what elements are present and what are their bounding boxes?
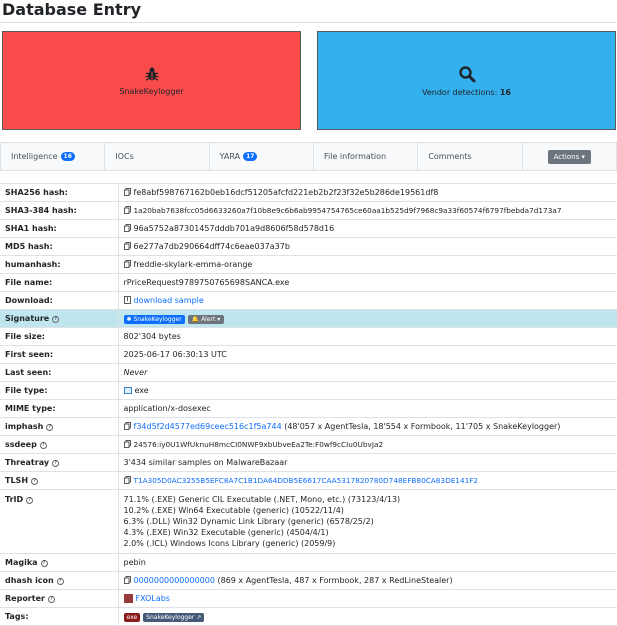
row-value	[118, 454, 617, 472]
tab-file-information[interactable]	[314, 143, 418, 170]
row-key: First seen:	[0, 346, 118, 364]
threatray-value: 3'434 similar samples on MalwareBazaar	[124, 458, 288, 467]
copy-icon[interactable]	[124, 206, 131, 214]
row-value	[118, 346, 617, 364]
help-icon[interactable]: ?	[41, 560, 48, 567]
row-value	[118, 310, 617, 328]
row-key	[0, 310, 118, 328]
reporter-avatar	[124, 594, 133, 603]
row-value	[118, 572, 617, 590]
copy-icon[interactable]	[124, 224, 131, 232]
table-row	[0, 346, 617, 364]
actions-dropdown-button[interactable]: Actions ▾	[548, 150, 591, 164]
vendor-detections-card[interactable]	[317, 31, 616, 130]
row-key	[0, 590, 118, 608]
dhash-link[interactable]: 0000000000000000	[134, 576, 215, 585]
row-key-label: ssdeep	[5, 440, 37, 449]
row-key	[0, 454, 118, 472]
tab-bar	[0, 142, 617, 171]
table-row	[0, 418, 617, 436]
table-row	[0, 256, 617, 274]
row-key-label: Magika	[5, 558, 38, 567]
tab-label: Intelligence	[11, 152, 58, 161]
magika-value: pebin	[124, 558, 146, 567]
tab-comments[interactable]	[418, 143, 522, 170]
table-row	[0, 238, 617, 256]
row-value	[118, 472, 617, 490]
row-value	[118, 436, 617, 454]
tab-label: File information	[324, 152, 386, 161]
copy-icon[interactable]	[124, 422, 131, 430]
tab-actions	[523, 143, 616, 170]
row-key-label: Threatray	[5, 458, 49, 467]
tab-badge: 16	[61, 152, 75, 161]
tab-iocs[interactable]	[105, 143, 209, 170]
row-key-label: dhash icon	[5, 576, 54, 585]
row-value	[118, 554, 617, 572]
trid-line: 4.3% (.EXE) Win32 Executable (generic) (4504/4/1)	[124, 527, 617, 538]
trid-line: 2.0% (.ICL) Windows Icons Library (generic) (2059/9)	[124, 538, 617, 549]
table-row	[0, 436, 617, 454]
sha256-value: fe8abf598767162b0eb16dcf51205afcfd221eb2b2f23f32e5b286de19561df8	[134, 188, 439, 197]
signature-badge[interactable]: ✱ SnakeKeylogger	[124, 315, 185, 324]
row-key: Last seen:	[0, 364, 118, 382]
imphash-link[interactable]: f34d5f2d4577ed69ceec516c1f5a744	[134, 422, 282, 431]
row-key: Tags:	[0, 608, 118, 626]
row-key-label: Signature	[5, 314, 49, 323]
help-icon[interactable]: ?	[48, 596, 55, 603]
table-row	[0, 364, 617, 382]
row-key: SHA3-384 hash:	[0, 202, 118, 220]
tlsh-link[interactable]: T1A305D0AC3255B5EFC8A7C1B1DA64DDB5E6617CAA5317820780D748EFB80CA83DE141F2	[134, 476, 479, 485]
table-row	[0, 400, 617, 418]
row-key: Download:	[0, 292, 118, 310]
table-row	[0, 454, 617, 472]
row-key: File name:	[0, 274, 118, 292]
row-key: humanhash:	[0, 256, 118, 274]
row-value	[118, 220, 617, 238]
tab-label: YARA	[220, 152, 240, 161]
alert-label: Alert ▾	[201, 316, 220, 323]
archive-icon	[124, 296, 131, 304]
ssdeep-value: 24576:iy0U1WfUknuH8mcCI0NWF9xbUbveEa2Te:F0wf9cCIu0UbvJa2	[134, 440, 384, 449]
malware-family-card[interactable]	[2, 31, 301, 130]
table-row	[0, 490, 617, 554]
tab-label: IOCs	[115, 152, 133, 161]
copy-icon[interactable]	[124, 260, 131, 268]
row-value	[118, 202, 617, 220]
bug-icon	[144, 66, 160, 82]
row-key-label: TrID	[5, 495, 23, 504]
imphash-stats: (48'057 x AgentTesla, 18'554 x Formbook, 11'705 x SnakeKeylogger)	[282, 422, 561, 431]
table-row	[0, 184, 617, 202]
row-key: File size:	[0, 328, 118, 346]
tag-label: SnakeKeylogger	[146, 614, 194, 621]
humanhash-value: freddie-skylark-emma-orange	[134, 260, 253, 269]
malware-family-label: SnakeKeylogger	[119, 87, 183, 96]
sample-info-table	[0, 183, 617, 626]
search-icon	[458, 65, 476, 83]
tab-yara[interactable]	[210, 143, 314, 170]
tab-label: Comments	[428, 152, 471, 161]
table-row	[0, 202, 617, 220]
help-icon[interactable]: ?	[46, 424, 53, 431]
file-type-icon	[124, 387, 132, 394]
help-icon[interactable]: ?	[52, 316, 59, 323]
table-row	[0, 328, 617, 346]
row-key-label: imphash	[5, 422, 43, 431]
vendor-detections-text	[422, 88, 511, 97]
help-icon[interactable]: ?	[26, 497, 33, 504]
table-row	[0, 590, 617, 608]
help-icon[interactable]: ?	[40, 442, 47, 449]
trid-line: 10.2% (.EXE) Win64 Executable (generic) (10522/11/4)	[124, 505, 617, 516]
row-value	[118, 292, 617, 310]
first-seen-value: 2025-06-17 06:30:13 UTC	[124, 350, 227, 359]
file-size-value: 802'304 bytes	[124, 332, 181, 341]
table-row	[0, 608, 617, 626]
vendor-detections-count: 16	[500, 88, 511, 97]
tab-intelligence[interactable]	[1, 143, 105, 170]
table-row	[0, 382, 617, 400]
row-key-label: TLSH	[5, 476, 28, 485]
copy-icon[interactable]	[124, 576, 131, 584]
row-value	[118, 328, 617, 346]
vendor-detections-label: Vendor detections:	[422, 88, 497, 97]
row-key: MD5 hash:	[0, 238, 118, 256]
copy-icon[interactable]	[124, 440, 131, 448]
row-key	[0, 572, 118, 590]
row-key: SHA256 hash:	[0, 184, 118, 202]
copy-icon[interactable]	[124, 188, 131, 196]
row-key	[0, 490, 118, 554]
alert-dropdown-button[interactable]: 🔔 Alert ▾	[188, 315, 225, 324]
row-key: SHA1 hash:	[0, 220, 118, 238]
mime-type-value: application/x-dosexec	[124, 404, 211, 413]
row-key-label: Reporter	[5, 594, 45, 603]
row-key: MIME type:	[0, 400, 118, 418]
row-value	[118, 256, 617, 274]
sha3-value: 1a20bab7638fcc05d6633260a7f10b8e9c6b6ab9954754765ce60aa1b525d9f7968c9a33f60574f6797fbebda7d173a7	[134, 206, 562, 215]
table-row	[0, 554, 617, 572]
sha1-value: 96a5752a87301457dddb701a9d8606f58d578d16	[134, 224, 335, 233]
row-value	[118, 184, 617, 202]
file-type-value: exe	[135, 386, 149, 395]
row-key: File type:	[0, 382, 118, 400]
table-row	[0, 220, 617, 238]
row-key	[0, 554, 118, 572]
row-key	[0, 418, 118, 436]
download-sample-link[interactable]: download sample	[134, 296, 204, 305]
reporter-link[interactable]: FXOLabs	[136, 594, 170, 603]
help-icon[interactable]: ?	[52, 460, 59, 467]
tag-exe[interactable]: exe	[124, 613, 141, 622]
row-value	[118, 418, 617, 436]
row-key	[0, 436, 118, 454]
signature-badge-label: SnakeKeylogger	[133, 316, 181, 323]
help-icon[interactable]: ?	[57, 578, 64, 585]
title-divider	[0, 22, 617, 23]
last-seen-value: Never	[124, 368, 148, 377]
table-row	[0, 472, 617, 490]
trid-line: 71.1% (.EXE) Generic CIL Executable (.NET, Mono, etc.) (73123/4/13)	[124, 494, 617, 505]
copy-icon[interactable]	[124, 242, 131, 250]
row-value	[118, 238, 617, 256]
trid-line: 6.3% (.DLL) Win32 Dynamic Link Library (generic) (6578/25/2)	[124, 516, 617, 527]
copy-icon[interactable]	[124, 476, 131, 484]
row-value	[118, 400, 617, 418]
external-link-icon: ↗	[196, 614, 201, 621]
row-value	[118, 364, 617, 382]
file-name-value: rPriceRequest9789750765698SANCA.exe	[124, 278, 290, 287]
row-value	[118, 608, 617, 626]
page-title: Database Entry	[2, 0, 141, 19]
tab-badge: 17	[243, 152, 257, 161]
row-key	[0, 472, 118, 490]
table-row	[0, 310, 617, 328]
table-row	[0, 572, 617, 590]
row-value	[118, 274, 617, 292]
table-row	[0, 292, 617, 310]
md5-value: 6e277a7db290664dff74c6eae037a37b	[134, 242, 290, 251]
help-icon[interactable]: ?	[31, 478, 38, 485]
row-value	[118, 382, 617, 400]
tag-snakekeylogger[interactable]	[143, 613, 204, 622]
dhash-stats: (869 x AgentTesla, 487 x Formbook, 287 x RedLineStealer)	[215, 576, 453, 585]
row-value	[118, 590, 617, 608]
table-row	[0, 274, 617, 292]
row-value	[118, 490, 617, 554]
